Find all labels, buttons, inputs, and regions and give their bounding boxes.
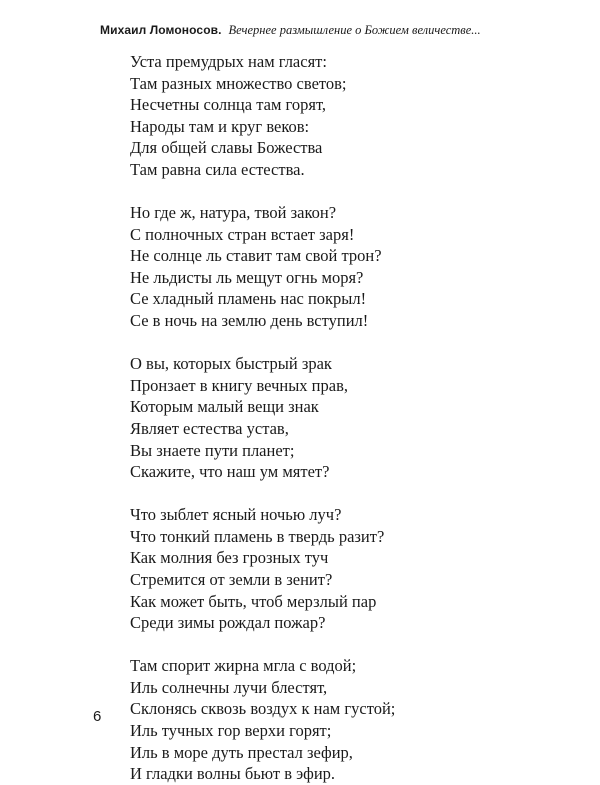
poem-line: Несчетны солнца там горят,: [130, 95, 327, 115]
stanza-1: [130, 51, 570, 181]
stanza-5: [130, 655, 570, 785]
running-head-author: Михаил Ломоносов.: [100, 23, 222, 37]
poem-body: [130, 51, 570, 785]
poem-line: Среди зимы рождал пожар?: [130, 613, 326, 633]
page-number: 6: [93, 708, 102, 725]
poem-line: Для общей славы Божества: [130, 138, 323, 158]
stanza-2: [130, 202, 570, 332]
poem-line: Вы знаете пути планет;: [130, 440, 295, 460]
stanza-3: [130, 353, 570, 483]
running-head-title: Вечернее размышление о Божием величестве...: [228, 23, 481, 37]
poem-line: Являет естества устав,: [130, 418, 289, 438]
poem-line: Се в ночь на землю день вступил!: [130, 311, 369, 331]
poem-line: О вы, которых быстрый зрак: [130, 354, 332, 374]
running-head: [100, 22, 570, 38]
poem-line: И гладки волны бьют в эфир.: [130, 764, 336, 784]
poem-line: Там разных множество светов;: [130, 73, 347, 93]
poem-line: Се хладный пламень нас покрыл!: [130, 289, 367, 309]
poem-line: Иль в море дуть престал зефир,: [130, 742, 353, 762]
poem-line: Не льдисты ль мещут огнь моря?: [130, 267, 364, 287]
poem-line: Пронзает в книгу вечных прав,: [130, 375, 348, 395]
poem-line: Что тонкий пламень в твердь разит?: [130, 526, 385, 546]
poem-line: Скажите, что наш ум мятет?: [130, 462, 330, 482]
poem-line: Как молния без грозных туч: [130, 548, 329, 568]
poem-line: Что зыблет ясный ночью луч?: [130, 505, 342, 525]
poem-line: Но где ж, натура, твой закон?: [130, 203, 337, 223]
poem-line: Там спорит жирна мгла с водой;: [130, 656, 357, 676]
poem-line: Склонясь сквозь воздух к нам густой;: [130, 699, 396, 719]
stanza-4: [130, 504, 570, 634]
poem-line: Которым малый вещи знак: [130, 397, 319, 417]
poem-line: Как может быть, чтоб мерзлый пар: [130, 591, 377, 611]
poem-line: Стремится от земли в зенит?: [130, 569, 333, 589]
poem-line: Не солнце ль ставит там свой трон?: [130, 246, 382, 266]
poem-line: Уста премудрых нам гласят:: [130, 52, 327, 71]
poem-line: Иль тучных гор верхи горят;: [130, 721, 332, 741]
poem-line: С полночных стран встает заря!: [130, 224, 355, 244]
poem-line: Народы там и круг веков:: [130, 116, 310, 136]
poem-line: Иль солнечны лучи блестят,: [130, 677, 328, 697]
poem-line: Там равна сила естества.: [130, 159, 305, 179]
